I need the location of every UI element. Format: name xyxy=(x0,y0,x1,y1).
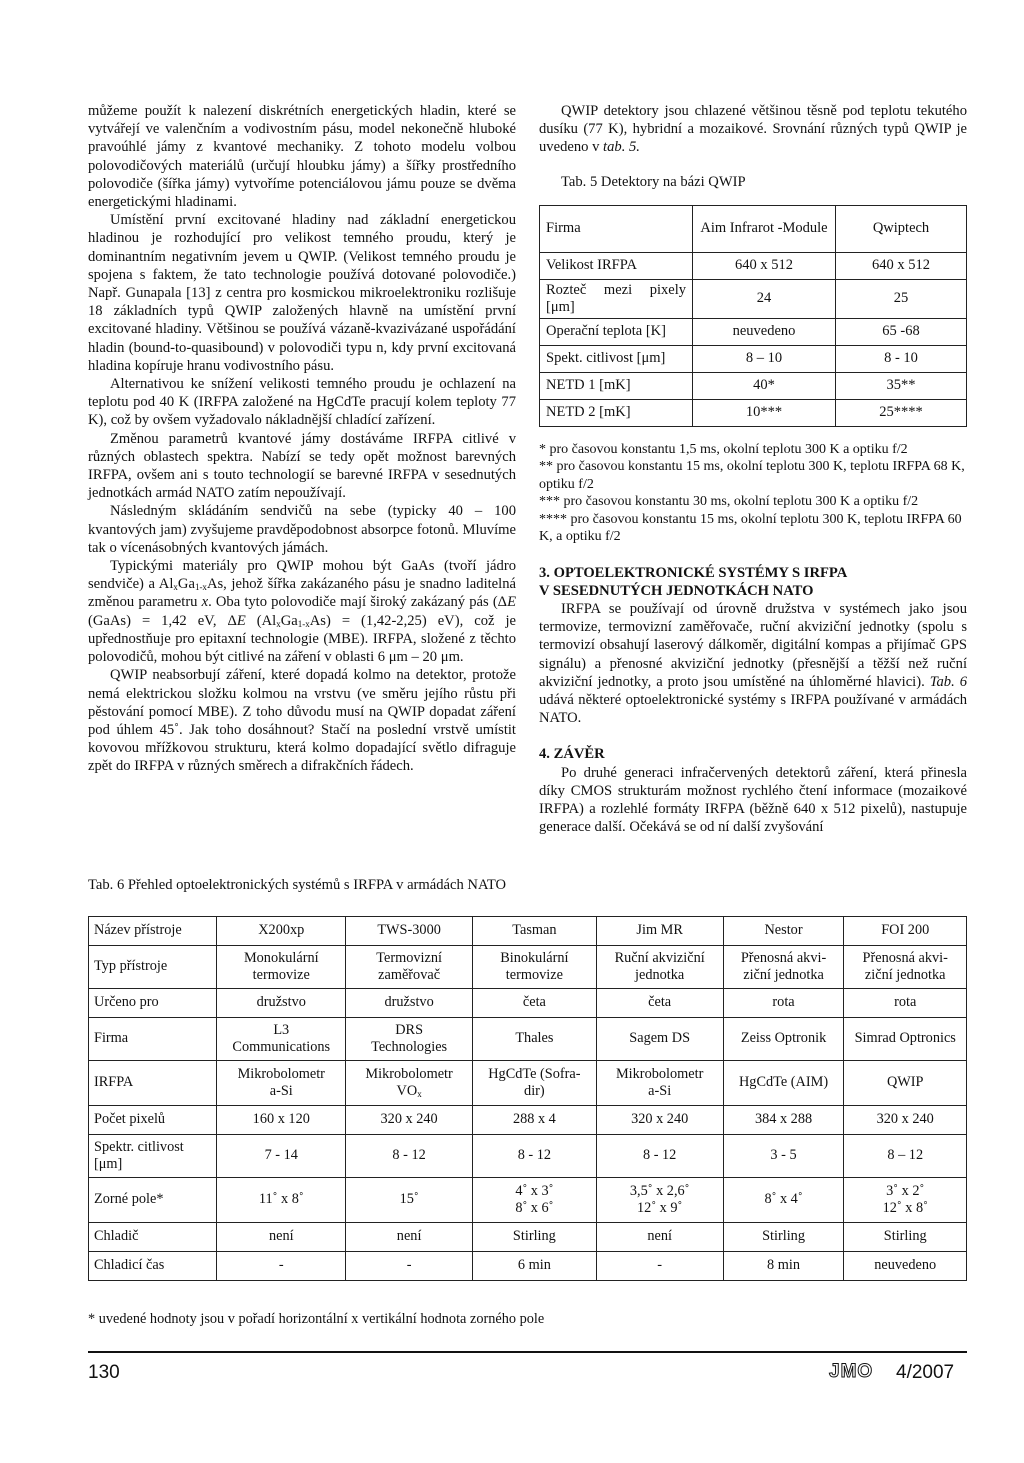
table-cell: četa xyxy=(473,989,597,1018)
row-label: Rozteč mezi pixely [μm] xyxy=(540,279,693,318)
row-label: NETD 2 [mK] xyxy=(540,399,693,426)
table-cell: HgCdTe (AIM) xyxy=(723,1061,844,1106)
text-fragment: IRFPA se používají od úrovně družstva v systémech jako jsou termovize, termovizní zaměřovače, ruční akviziční jednotky (spolu s termovizí obsahují laserový dálkoměr, digitální kompas a přijímač GPS signálu) a přenosné akviziční jednotky (přesnější a těžší než ruční akviziční jednotky, a proto jsou umístěné na úhloměrné hlavici). xyxy=(539,601,967,690)
cell-line: Technologies xyxy=(371,1039,448,1055)
table-cell: 320 x 240 xyxy=(596,1106,723,1135)
variable: x xyxy=(201,594,209,611)
table-row xyxy=(540,399,967,426)
table-cell: 24 xyxy=(693,279,836,318)
table-cell xyxy=(217,1061,346,1106)
row-label: NETD 1 [mK] xyxy=(540,372,693,399)
table-cell: 8 – 10 xyxy=(693,345,836,372)
journal-logo: JMO xyxy=(829,1361,874,1382)
text-fragment: Ga xyxy=(280,612,298,629)
table-cell: 6 min xyxy=(473,1252,597,1281)
cell-line: Přenosná akvi- xyxy=(862,949,948,966)
page-number: 130 xyxy=(88,1362,120,1383)
section-4-heading: 4. ZÁVĚR xyxy=(539,746,605,763)
footnote: *** pro časovou konstantu 30 ms, okolní teplotu 300 K a optiku f/2 xyxy=(539,494,919,510)
cell-line: HgCdTe (Sofra- xyxy=(488,1065,581,1082)
table-row xyxy=(89,946,967,989)
header-cell: Qwiptech xyxy=(836,205,967,252)
table-row xyxy=(89,1018,967,1061)
table-cell: 8 - 12 xyxy=(596,1135,723,1178)
subscript: 1-x xyxy=(194,582,207,593)
footer-rule xyxy=(88,1351,967,1353)
table-cell: 7 - 14 xyxy=(217,1135,346,1178)
variable: E xyxy=(507,594,516,611)
table-cell: není xyxy=(217,1223,346,1252)
header-cell: TWS-3000 xyxy=(346,917,473,946)
table-5-caption: Tab. 5 Detektory na bázi QWIP xyxy=(561,173,746,190)
row-label: Firma xyxy=(89,1018,217,1061)
table-cell: Stirling xyxy=(473,1223,597,1252)
issue-number: 4/2007 xyxy=(896,1362,955,1383)
table-cell: družstvo xyxy=(346,989,473,1018)
header-cell: FOI 200 xyxy=(844,917,967,946)
table-cell: 8 - 12 xyxy=(473,1135,597,1178)
table-cell xyxy=(473,1178,597,1223)
materials-paragraph xyxy=(88,557,516,666)
table-cell: četa xyxy=(596,989,723,1018)
cell-line: jednotka xyxy=(635,967,685,983)
cell-line: 12˚ x 8˚ xyxy=(882,1200,928,1216)
table-5-notes xyxy=(539,441,967,546)
subscript: x xyxy=(417,1089,422,1099)
table-cell: - xyxy=(596,1252,723,1281)
table-cell xyxy=(723,946,844,989)
row-label: Určeno pro xyxy=(89,989,217,1018)
right-column xyxy=(539,102,967,836)
table-cell: 8˚ x 4˚ xyxy=(723,1178,844,1223)
table-reference: Tab. 6 xyxy=(929,673,968,690)
table-cell xyxy=(217,946,346,989)
section-4-text: Po druhé generaci infračervených detektorů záření, která přinesla díky CMOS strukturám možnost rychlého čtení informace (mozaikové IRFPA) a rozlehlé formáty IRFPA (běžně 640 x 512 pixelů), nastupuje generace další. Očekává se od ní další zvyšování xyxy=(539,764,967,836)
header-cell: Aim Infrarot -Module xyxy=(693,205,836,252)
left-column xyxy=(88,102,516,776)
cell-line xyxy=(351,1083,467,1101)
paragraph: Umístění první excitované hladiny nad základní energetickou hladinou je rozhodující pro velikost temného proudu, který je dominantním negativním jevem u QWIP. (Velikost temného proudu je spojena s faktem, že tato technologie používá dotované polovodiče.) Např. Gunapala [13] z centra pro kosmickou mikroelektroniku rozlišuje 18 základních typů QWIP založených hlavně na umístění první excitované hladiny. Většinou se používá vázaně-kvazivázané uspořádání hladin (bound-to-quasibound) v polovodiči typu n, kdy první excitovaná hladina kopíruje hranu vodivostního pásu. xyxy=(88,212,516,374)
table-cell: 65 -68 xyxy=(836,318,967,345)
header-cell: Nestor xyxy=(723,917,844,946)
text-fragment: VO xyxy=(396,1083,418,1099)
cell-line: 3,5˚ x 2,6˚ xyxy=(629,1182,690,1199)
cell-line: Mikrobolometr xyxy=(237,1065,325,1082)
table-cell xyxy=(346,1018,473,1061)
table-cell: neuvedeno xyxy=(844,1252,967,1281)
table-row xyxy=(540,318,967,345)
table-cell: 15˚ xyxy=(346,1178,473,1223)
intro-paragraph xyxy=(539,102,967,157)
cell-line: Spektr. citlivost xyxy=(94,1138,184,1155)
cell-line: Monokulární xyxy=(243,949,319,966)
table-cell: rota xyxy=(844,989,967,1018)
header-cell: Tasman xyxy=(473,917,597,946)
row-label: Velikost IRFPA xyxy=(540,252,693,279)
table-cell: není xyxy=(596,1223,723,1252)
paragraph: Následným skládáním sendvičů na sebe (typicky 40 – 100 kvantových jam) zvyšujeme pravděpodobnost absorpce fotonů. Mluvíme tak o vícenásobných kvantových jámách. xyxy=(88,503,516,556)
table-row xyxy=(89,1061,967,1106)
text-fragment: (Al xyxy=(245,612,277,629)
row-label: Typ přístroje xyxy=(89,946,217,989)
text-fragment: QWIP detektory jsou chlazené většinou těsně pod teplotu tekutého dusíku (77 K), hybridní a mozaikové. Srovnání různých typů QWIP je uvedeno v xyxy=(539,103,967,156)
cell-line: DRS xyxy=(395,1021,424,1038)
table-row xyxy=(540,279,967,318)
footnote: ** pro časovou konstantu 15 ms, okolní teplotu 300 K, teplotu IRFPA 68 K, optiku f/2 xyxy=(539,459,965,492)
table-cell xyxy=(217,1018,346,1061)
table-header-row xyxy=(540,205,967,252)
table-cell: 25 xyxy=(836,279,967,318)
table-6-footnote: * uvedené hodnoty jsou v pořadí horizontální x vertikální hodnota zorného pole xyxy=(88,1311,545,1327)
subscript: x xyxy=(276,618,281,629)
table-cell: - xyxy=(346,1252,473,1281)
table-cell xyxy=(844,946,967,989)
table-cell: Simrad Optronics xyxy=(844,1018,967,1061)
table-5 xyxy=(539,205,967,427)
row-label: Počet pixelů xyxy=(89,1106,217,1135)
subscript: 1-x xyxy=(297,618,310,629)
table-6 xyxy=(88,916,967,1281)
table-cell: 288 x 4 xyxy=(473,1106,597,1135)
footnote: **** pro časovou konstantu 15 ms, okolní teplotu 300 K, teplotu IRFPA 60 K, a optiku f/2 xyxy=(539,511,962,545)
table-cell: 11˚ x 8˚ xyxy=(217,1178,346,1223)
heading-line: 3. OPTOELEKTRONICKÉ SYSTÉMY S IRFPA xyxy=(539,564,848,581)
table-cell xyxy=(596,946,723,989)
table-cell: družstvo xyxy=(217,989,346,1018)
table-row xyxy=(89,1178,967,1223)
text-fragment: Ga xyxy=(177,576,195,593)
table-row xyxy=(89,1106,967,1135)
cell-line: 4˚ x 3˚ xyxy=(515,1182,554,1199)
table-cell: Zeiss Optronik xyxy=(723,1018,844,1061)
paragraph: Alternativou ke snížení velikosti temného proudu je ochlazení na teplotu pod 40 K (IRFPA založené na HgCdTe pracují kolem teploty 77 K), což by ovšem vyžadovalo nákladnější chladící zařízení. xyxy=(88,376,516,429)
table-cell: není xyxy=(346,1223,473,1252)
row-label: Spekt. citlivost [μm] xyxy=(540,345,693,372)
table-cell: Stirling xyxy=(723,1223,844,1252)
row-label: Zorné pole* xyxy=(89,1178,217,1223)
text-fragment: udává některé optoelektronické systémy s IRFPA používané v armádách NATO. xyxy=(539,692,967,727)
paragraph: QWIP neabsorbují záření, které dopadá kolmo na detektor, protože nemá elektrickou složku kolmou na vrstvu (ve směru jejího růstu při pěstování pomocí MBE). Z toho důvodu musí na QWIP dopadat záření pod úhlem 45˚. Jak toho dosáhnout? Stačí na poslední vrstvě umístit kovovou mřížkovou strukturu, která kolmo dopadající světlo difraguje zpět do IRFPA v různých směrech a difrakčních řádech. xyxy=(88,667,516,775)
cell-line: 12˚ x 9˚ xyxy=(637,1200,683,1216)
footnote: * pro časovou konstantu 1,5 ms, okolní teplotu 300 K a optiku f/2 xyxy=(539,441,908,457)
table-cell: 8 - 10 xyxy=(836,345,967,372)
row-label: Chladicí čas xyxy=(89,1252,217,1281)
cell-line: Binokulární xyxy=(500,949,569,966)
table-row xyxy=(89,1223,967,1252)
header-cell: Jim MR xyxy=(596,917,723,946)
cell-line: termovize xyxy=(505,967,563,983)
cell-line: [μm] xyxy=(94,1156,123,1172)
cell-line: Termovizní xyxy=(376,949,442,966)
table-cell: rota xyxy=(723,989,844,1018)
section-3-heading xyxy=(539,564,967,600)
table-cell: - xyxy=(217,1252,346,1281)
cell-line: Ruční akviziční xyxy=(614,949,705,966)
table-cell: 8 – 12 xyxy=(844,1135,967,1178)
text-fragment: Typickými materiály pro QWIP mohou být GaAs (tvoří jádro sendviče) a Al xyxy=(88,558,516,593)
header-cell: Firma xyxy=(540,205,693,252)
row-label: Operační teplota [K] xyxy=(540,318,693,345)
cell-line: Mikrobolometr xyxy=(365,1065,453,1082)
cell-line: zaměřovač xyxy=(378,967,441,983)
table-cell: 384 x 288 xyxy=(723,1106,844,1135)
table-cell: 320 x 240 xyxy=(844,1106,967,1135)
table-cell: 8 - 12 xyxy=(346,1135,473,1178)
table-6-caption: Tab. 6 Přehled optoelektronických systémů s IRFPA v armádách NATO xyxy=(88,877,507,893)
table-reference: tab. 5. xyxy=(603,139,640,156)
cell-line: ziční jednotka xyxy=(864,967,946,983)
table-cell xyxy=(346,1061,473,1106)
variable: E xyxy=(236,612,246,629)
section-3-text xyxy=(539,600,967,727)
table-cell: Thales xyxy=(473,1018,597,1061)
table-row xyxy=(89,989,967,1018)
table-cell: 160 x 120 xyxy=(217,1106,346,1135)
table-cell: 10*** xyxy=(693,399,836,426)
header-cell: Název přístroje xyxy=(89,917,217,946)
table-row xyxy=(89,1252,967,1281)
table-cell: 25**** xyxy=(836,399,967,426)
cell-line: termovize xyxy=(252,967,310,983)
table-cell xyxy=(473,946,597,989)
table-row xyxy=(540,252,967,279)
row-label xyxy=(89,1135,217,1178)
table-cell: 35** xyxy=(836,372,967,399)
table-cell: 320 x 240 xyxy=(346,1106,473,1135)
cell-line: ziční jednotka xyxy=(743,967,824,983)
table-cell xyxy=(596,1178,723,1223)
text-fragment: As) = (1,42-2,25) eV), což je upřednostňuje pro epitaxní technologie (MBE). IRFPA, složené z těchto polovodičů, mohou být citlivé na záření v oblasti 6 μm – 20 μm. xyxy=(88,612,516,666)
text-fragment: (GaAs) = 1,42 eV, Δ xyxy=(88,612,237,629)
table-cell: 3 - 5 xyxy=(723,1135,844,1178)
header-cell: X200xp xyxy=(217,917,346,946)
table-cell: QWIP xyxy=(844,1061,967,1106)
table-cell: 640 x 512 xyxy=(836,252,967,279)
table-cell: neuvedeno xyxy=(693,318,836,345)
cell-line: Přenosná akvi- xyxy=(740,949,827,966)
paragraph: můžeme použít k nalezení diskrétních energetických hladin, které se vytvářejí ve valenčním a vodivostním pásu, model nekonečně hluboké pravoúhlé jámy z kvantové mechaniky. Z tohoto modelu volbou polovodičových materiálů (určují hloubku jámy) a šířky prostředního polovodiče (šířka jámy) vytvoříme potenciálovou jámu pouze se dvěma energetickými hladinami. xyxy=(88,103,516,211)
table-row xyxy=(89,1135,967,1178)
cell-line: Mikrobolometr xyxy=(615,1065,704,1082)
table-row xyxy=(540,345,967,372)
cell-line: a-Si xyxy=(269,1083,293,1099)
subscript: x xyxy=(173,582,178,593)
text-fragment: . Oba tyto polovodiče mají široký zakázaný pás (Δ xyxy=(208,594,508,611)
table-cell xyxy=(596,1061,723,1106)
row-label: Chladič xyxy=(89,1223,217,1252)
table-cell xyxy=(346,946,473,989)
cell-line: L3 xyxy=(273,1021,290,1038)
text-fragment: As, jehož šířka zakázaného pásu je snadno laditelná změnou parametru xyxy=(88,576,516,611)
table-cell: 8 min xyxy=(723,1252,844,1281)
table-header-row xyxy=(89,917,967,946)
table-cell: 640 x 512 xyxy=(693,252,836,279)
cell-line: a-Si xyxy=(648,1083,672,1099)
table-cell: 40* xyxy=(693,372,836,399)
table-cell xyxy=(473,1061,597,1106)
heading-line: V SESEDNUTÝCH JEDNOTKÁCH NATO xyxy=(539,582,814,599)
cell-line: 8˚ x 6˚ xyxy=(515,1200,554,1216)
cell-line: Communications xyxy=(232,1039,331,1055)
table-cell: Sagem DS xyxy=(596,1018,723,1061)
table-row xyxy=(540,372,967,399)
row-label: IRFPA xyxy=(89,1061,217,1106)
table-cell xyxy=(844,1178,967,1223)
cell-line: 3˚ x 2˚ xyxy=(886,1182,925,1199)
table-cell: Stirling xyxy=(844,1223,967,1252)
cell-line: dir) xyxy=(524,1083,545,1099)
paragraph: Změnou parametrů kvantové jámy dostáváme IRFPA citlivé v různých oblastech spektra. Nabízí se tedy opět možnost barevných IRFPA, ovšem ani s touto technologií se barevné IRFPA v sesednutých jednotkách armád NATO zatím nepoužívají. xyxy=(88,430,516,502)
